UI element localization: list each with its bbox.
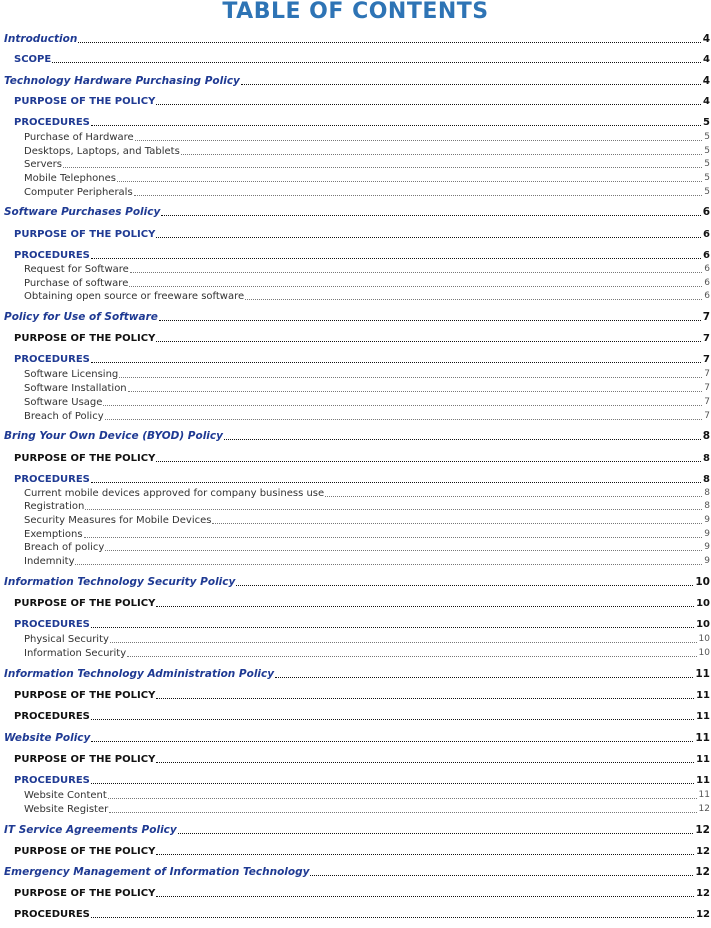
toc-page-number: 12: [696, 846, 710, 857]
toc-page-number: 4: [702, 75, 710, 87]
toc-section-entry[interactable]: [4, 53, 710, 66]
toc-page-number: 7: [704, 411, 710, 421]
toc-page-number: 10: [698, 634, 710, 644]
dot-leader: [224, 439, 701, 440]
toc-entry-label: Obtaining open source or freeware software: [24, 291, 245, 302]
toc-entry-label: Mobile Telephones: [24, 173, 116, 184]
dot-leader: [310, 875, 693, 876]
toc-entry-label: Security Measures for Mobile Devices: [24, 515, 212, 526]
dot-leader: [84, 537, 703, 538]
toc-entry-label: Current mobile devices approved for company business use: [24, 488, 325, 499]
toc-entry-label: PURPOSE OF THE POLICY: [14, 754, 156, 765]
toc-page-number: 6: [704, 278, 710, 288]
toc-page-number: 7: [702, 311, 710, 323]
toc-page-number: 4: [703, 54, 710, 65]
toc-page-number: 8: [704, 501, 710, 511]
toc-chapter-entry[interactable]: [4, 866, 710, 879]
toc-subentry[interactable]: [4, 263, 710, 276]
toc-page-number: 12: [696, 888, 710, 899]
dot-leader: [91, 362, 701, 363]
toc-page-number: 8: [703, 474, 710, 485]
toc-entry-label: PURPOSE OF THE POLICY: [14, 598, 156, 609]
toc-entry-label: Software Licensing: [24, 369, 119, 380]
dot-leader: [241, 84, 701, 85]
toc-page-number: 5: [704, 159, 710, 169]
toc-chapter-entry[interactable]: [4, 668, 710, 681]
toc-chapter-entry[interactable]: [4, 576, 710, 589]
toc-entry-label: Website Policy: [4, 732, 91, 744]
toc-page-number: 10: [696, 598, 710, 609]
toc-entry-label: Physical Security: [24, 634, 109, 645]
toc-page-number: 6: [704, 264, 710, 274]
dot-leader: [128, 391, 703, 392]
toc-section-entry[interactable]: [4, 332, 710, 345]
toc-entry-label: PROCEDURES: [14, 711, 90, 722]
toc-subentry[interactable]: [4, 145, 710, 158]
dot-leader: [156, 461, 701, 462]
toc-page-number: 9: [704, 542, 710, 552]
toc-subentry[interactable]: [4, 541, 710, 554]
toc-entry-label: Information Security: [24, 648, 127, 659]
dot-leader: [110, 642, 697, 643]
toc-page-number: 10: [696, 619, 710, 630]
toc-entry-label: PURPOSE OF THE POLICY: [14, 846, 156, 857]
dot-leader: [156, 698, 694, 699]
toc-subentry[interactable]: [4, 410, 710, 423]
toc-subentry[interactable]: [4, 158, 710, 171]
toc-entry-label: Bring Your Own Device (BYOD) Policy: [4, 430, 223, 442]
toc-section-entry[interactable]: [4, 689, 710, 702]
toc-subentry[interactable]: [4, 528, 710, 541]
toc-page-number: 5: [704, 173, 710, 183]
toc-entry-label: Request for Software: [24, 264, 129, 275]
toc-page-number: 11: [698, 790, 710, 800]
toc-entry-label: Registration: [24, 501, 85, 512]
toc-entry-label: Information Technology Administration Policy: [4, 668, 275, 680]
toc-entry-label: Breach of Policy: [24, 411, 104, 422]
toc-chapter-entry[interactable]: [4, 311, 710, 324]
toc-section-entry[interactable]: [4, 353, 710, 366]
toc-section-entry[interactable]: [4, 249, 710, 262]
toc-page-number: 7: [703, 354, 710, 365]
dot-leader: [105, 419, 703, 420]
dot-leader: [91, 783, 694, 784]
dot-leader: [109, 812, 696, 813]
toc-chapter-entry[interactable]: [4, 430, 710, 443]
toc-page-number: 9: [704, 556, 710, 566]
toc-entry-label: Purchase of software: [24, 278, 129, 289]
toc-page-number: 5: [704, 132, 710, 142]
toc-entry-label: SCOPE: [14, 54, 52, 65]
toc-page-number: 9: [704, 515, 710, 525]
toc-page-number: 12: [695, 866, 710, 878]
toc-subentry[interactable]: [4, 368, 710, 381]
dot-leader: [91, 917, 694, 918]
toc-section-entry[interactable]: [4, 473, 710, 486]
toc-entry-label: PURPOSE OF THE POLICY: [14, 453, 156, 464]
toc-chapter-entry[interactable]: [4, 206, 710, 219]
toc-entry-label: PURPOSE OF THE POLICY: [14, 888, 156, 899]
dot-leader: [245, 299, 702, 300]
toc-page-number: 12: [696, 909, 710, 920]
toc-section-entry[interactable]: [4, 908, 710, 921]
dot-leader: [156, 237, 701, 238]
toc-entry-label: PROCEDURES: [14, 250, 90, 261]
toc-page-number: 8: [704, 488, 710, 498]
toc-entry-label: Website Content: [24, 790, 107, 801]
toc-subentry[interactable]: [4, 500, 710, 513]
toc-page-number: 7: [704, 383, 710, 393]
toc-entry-label: Software Purchases Policy: [4, 206, 161, 218]
dot-leader: [105, 550, 702, 551]
dot-leader: [91, 627, 694, 628]
toc-page-number: 4: [703, 96, 710, 107]
toc-entry-label: PROCEDURES: [14, 619, 90, 630]
toc-page-number: 4: [702, 33, 710, 45]
toc-subentry[interactable]: [4, 633, 710, 646]
toc-page-number: 6: [704, 291, 710, 301]
toc-page-number: 11: [696, 690, 710, 701]
dot-leader: [91, 719, 694, 720]
toc-subentry[interactable]: [4, 382, 710, 395]
dot-leader: [91, 258, 701, 259]
toc-entry-label: Servers: [24, 159, 63, 170]
toc-entry-label: Computer Peripherals: [24, 187, 133, 198]
dot-leader: [212, 523, 702, 524]
dot-leader: [156, 854, 694, 855]
dot-leader: [236, 585, 693, 586]
toc-entry-label: Information Technology Security Policy: [4, 576, 236, 588]
dot-leader: [119, 377, 702, 378]
dot-leader: [91, 482, 701, 483]
toc-entry-label: Exemptions: [24, 529, 83, 540]
toc-section-entry[interactable]: [4, 228, 710, 241]
toc-subentry[interactable]: [4, 647, 710, 660]
dot-leader: [91, 741, 693, 742]
toc-section-entry[interactable]: [4, 774, 710, 787]
dot-leader: [156, 762, 694, 763]
toc-subentry[interactable]: [4, 290, 710, 303]
dot-leader: [78, 42, 700, 43]
toc-section-entry[interactable]: [4, 597, 710, 610]
toc-page-number: 7: [703, 333, 710, 344]
toc-page-number: 6: [703, 250, 710, 261]
toc-page-number: 9: [704, 529, 710, 539]
dot-leader: [63, 167, 702, 168]
dot-leader: [134, 195, 703, 196]
dot-leader: [178, 833, 694, 834]
toc-chapter-entry[interactable]: [4, 824, 710, 837]
toc-subentry[interactable]: [4, 131, 710, 144]
toc-chapter-entry[interactable]: [4, 33, 710, 46]
toc-page-number: 11: [696, 775, 710, 786]
toc-entry-label: Website Register: [24, 804, 109, 815]
dot-leader: [325, 496, 702, 497]
toc-entry-label: PROCEDURES: [14, 474, 90, 485]
dot-leader: [156, 606, 694, 607]
toc-subentry[interactable]: [4, 277, 710, 290]
toc-page-number: 5: [703, 117, 710, 128]
toc-page-number: 10: [698, 648, 710, 658]
toc-subentry[interactable]: [4, 555, 710, 568]
toc-page-number: 12: [695, 824, 710, 836]
dot-leader: [135, 140, 703, 141]
toc-entry-label: PROCEDURES: [14, 117, 90, 128]
toc-entry-label: PURPOSE OF THE POLICY: [14, 229, 156, 240]
toc-entry-label: Indemnity: [24, 556, 75, 567]
dot-leader: [161, 215, 700, 216]
toc-subentry[interactable]: [4, 186, 710, 199]
toc-entry-label: PURPOSE OF THE POLICY: [14, 96, 156, 107]
toc-page-number: 11: [695, 732, 710, 744]
toc-entry-label: PROCEDURES: [14, 354, 90, 365]
dot-leader: [52, 62, 701, 63]
toc-entry-label: PURPOSE OF THE POLICY: [14, 690, 156, 701]
toc-entry-label: PURPOSE OF THE POLICY: [14, 333, 156, 344]
toc-page-number: 12: [698, 804, 710, 814]
toc-subentry[interactable]: [4, 514, 710, 527]
dot-leader: [181, 154, 702, 155]
toc-entry-label: Purchase of Hardware: [24, 132, 134, 143]
toc-entry-label: PROCEDURES: [14, 775, 90, 786]
toc-entry-label: Technology Hardware Purchasing Policy: [4, 75, 240, 87]
dot-leader: [130, 272, 702, 273]
toc-subentry[interactable]: [4, 172, 710, 185]
toc-entry-label: Desktops, Laptops, and Tablets: [24, 146, 180, 157]
toc-entry-label: Introduction: [4, 33, 78, 45]
dot-leader: [159, 320, 701, 321]
dot-leader: [85, 509, 702, 510]
toc-chapter-entry[interactable]: [4, 75, 710, 88]
toc-page-number: 5: [704, 146, 710, 156]
toc-chapter-entry[interactable]: [4, 732, 710, 745]
toc-page-number: 6: [702, 206, 710, 218]
dot-leader: [156, 341, 701, 342]
toc-subentry[interactable]: [4, 803, 710, 816]
toc-entry-label: IT Service Agreements Policy: [4, 824, 177, 836]
toc-entry-label: PROCEDURES: [14, 909, 90, 920]
toc-section-entry[interactable]: [4, 95, 710, 108]
toc-section-entry[interactable]: [4, 753, 710, 766]
dot-leader: [129, 286, 702, 287]
toc-page-number: 6: [703, 229, 710, 240]
toc-section-entry[interactable]: [4, 845, 710, 858]
toc-page-number: 8: [702, 430, 710, 442]
dot-leader: [75, 564, 702, 565]
dot-leader: [91, 125, 701, 126]
toc-page-number: 11: [696, 754, 710, 765]
toc-page-number: 5: [704, 187, 710, 197]
toc-title: TABLE OF CONTENTS: [222, 0, 489, 24]
toc-page-number: 8: [703, 453, 710, 464]
toc-subentry[interactable]: [4, 789, 710, 802]
toc-page-number: 7: [704, 369, 710, 379]
toc-entry-label: Software Installation: [24, 383, 127, 394]
dot-leader: [156, 896, 694, 897]
toc-entry-label: Emergency Management of Information Technology: [4, 866, 310, 878]
toc-page-number: 11: [695, 668, 710, 680]
toc-page-number: 10: [695, 576, 710, 588]
dot-leader: [275, 677, 693, 678]
toc-page-number: 7: [704, 397, 710, 407]
dot-leader: [127, 656, 696, 657]
dot-leader: [103, 405, 702, 406]
toc-entry-label: Breach of policy: [24, 542, 105, 553]
toc-section-entry[interactable]: [4, 452, 710, 465]
toc-entry-label: Software Usage: [24, 397, 103, 408]
dot-leader: [156, 104, 701, 105]
dot-leader: [108, 798, 697, 799]
toc-entry-label: Policy for Use of Software: [4, 311, 158, 323]
toc-page-number: 11: [696, 711, 710, 722]
dot-leader: [117, 181, 702, 182]
toc-section-entry[interactable]: [4, 710, 710, 723]
toc-subentry[interactable]: [4, 396, 710, 409]
toc-subentry[interactable]: [4, 487, 710, 500]
toc-section-entry[interactable]: [4, 618, 710, 631]
toc-section-entry[interactable]: [4, 116, 710, 129]
toc-section-entry[interactable]: [4, 887, 710, 900]
